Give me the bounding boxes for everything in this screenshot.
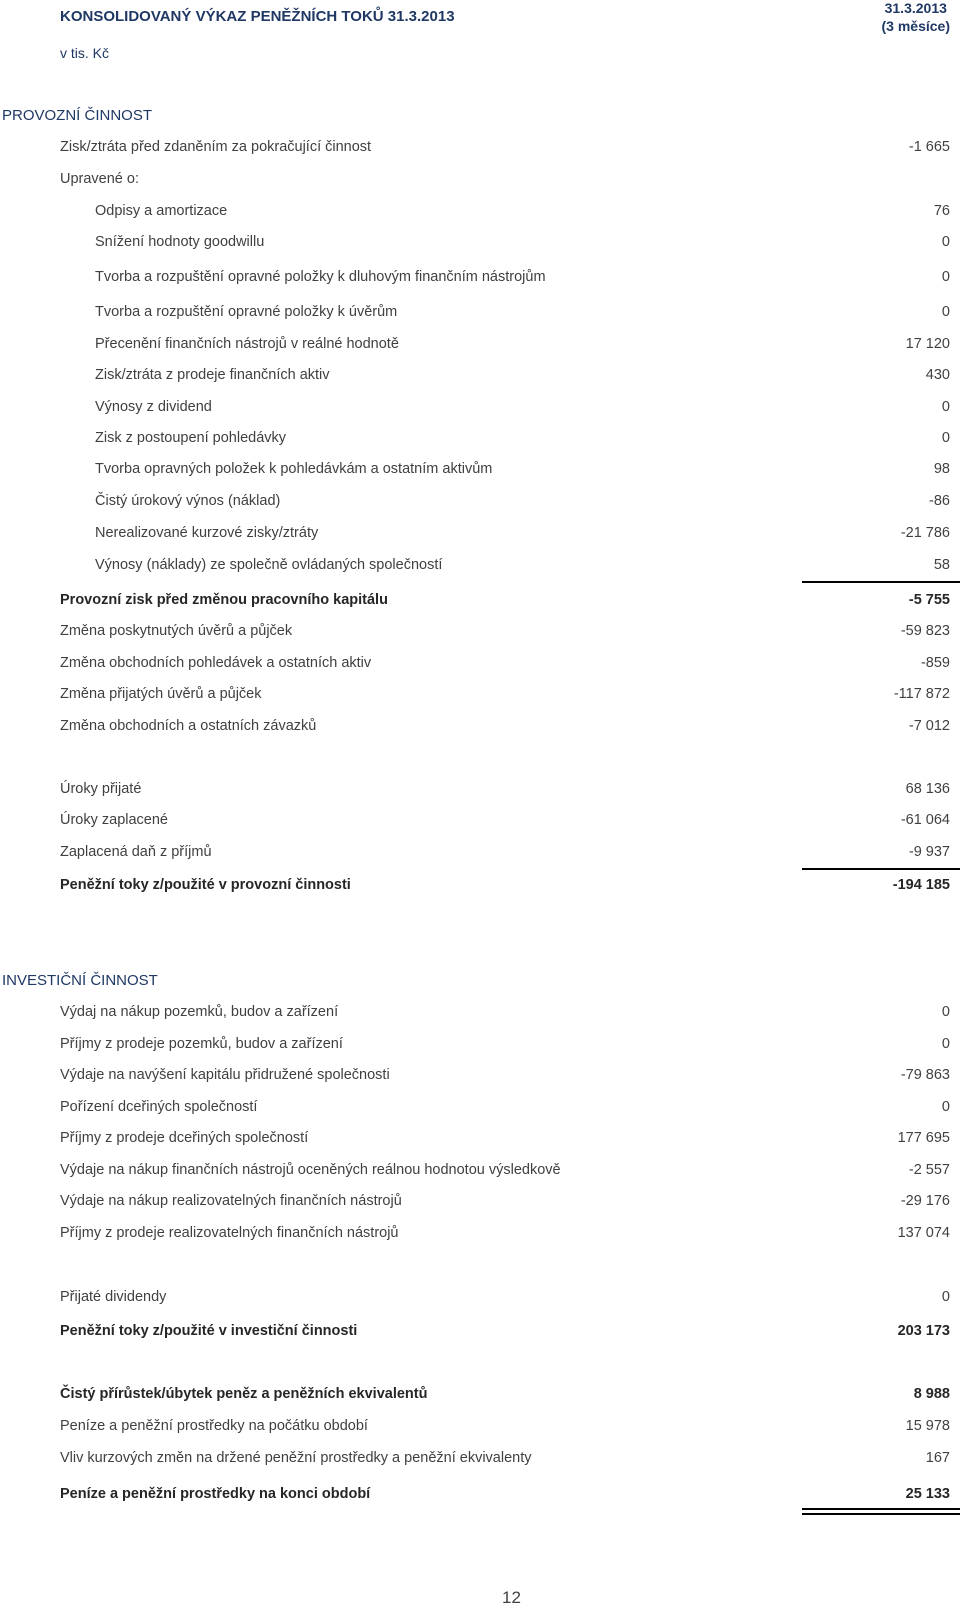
period-column-header (882, 0, 950, 34)
row-value: 0 (941, 1004, 950, 1020)
row-label: Výdaje na nákup finančních nástrojů oceněných reálnou hodnotou výsledkově (60, 1162, 561, 1178)
table-row (0, 336, 950, 360)
period-date: 31.3.2013 (884, 0, 947, 16)
row-value: 0 (941, 430, 950, 446)
row-label: Tvorba a rozpuštění opravné položky k dluhovým finančním nástrojům (95, 269, 546, 285)
row-value: 98 (933, 461, 950, 477)
row-label: Změna obchodních a ostatních závazků (60, 718, 317, 734)
table-row (0, 1225, 950, 1249)
row-value: 68 136 (905, 781, 950, 797)
table-row (0, 367, 950, 391)
table-row (0, 1418, 950, 1442)
row-value: -79 863 (900, 1067, 950, 1083)
row-value: -86 (929, 493, 950, 509)
table-row (0, 203, 950, 227)
row-label: Zisk/ztráta z prodeje finančních aktiv (95, 367, 330, 383)
row-label: Příjmy z prodeje pozemků, budov a zařízení (60, 1036, 343, 1052)
row-label: Změna obchodních pohledávek a ostatních aktiv (60, 655, 372, 671)
row-value: 25 133 (905, 1486, 950, 1502)
table-row (0, 139, 950, 163)
row-value: 17 120 (905, 336, 950, 352)
row-value: 0 (941, 269, 950, 285)
row-value: 76 (933, 203, 950, 219)
row-label: Příjmy z prodeje realizovatelných finančních nástrojů (60, 1225, 399, 1241)
row-value: 15 978 (905, 1418, 950, 1434)
row-value: 430 (925, 367, 950, 383)
grand-total-row (0, 1486, 950, 1510)
row-value: -194 185 (892, 877, 950, 893)
row-label: Výdaje na nákup realizovatelných finančních nástrojů (60, 1193, 402, 1209)
row-label: Upravené o: (60, 171, 139, 187)
row-value: -117 872 (893, 686, 950, 702)
row-label: Přijaté dividendy (60, 1289, 167, 1305)
row-value: -2 557 (908, 1162, 950, 1178)
row-label: Zisk z postoupení pohledávky (95, 430, 287, 446)
section-title-investing: INVESTIČNÍ ČINNOST (2, 972, 158, 989)
table-row (0, 1036, 950, 1060)
row-label: Nerealizované kurzové zisky/ztráty (95, 525, 319, 541)
row-value: -1 665 (908, 139, 950, 155)
row-label: Příjmy z prodeje dceřiných společností (60, 1130, 309, 1146)
row-label: Změna přijatých úvěrů a půjček (60, 686, 262, 702)
table-row (0, 399, 950, 423)
table-row (0, 1193, 950, 1217)
row-value: 58 (933, 557, 950, 573)
subtotal-rule (802, 868, 960, 870)
row-value: 137 074 (897, 1225, 950, 1241)
row-value: 0 (941, 1289, 950, 1305)
row-label: Odpisy a amortizace (95, 203, 228, 219)
row-value: 177 695 (897, 1130, 950, 1146)
table-row (0, 1450, 950, 1474)
row-label: Výnosy z dividend (95, 399, 212, 415)
row-label: Přecenění finančních nástrojů v reálné hodnotě (95, 336, 399, 352)
table-row (0, 655, 950, 679)
table-row (0, 1130, 950, 1154)
row-value: 0 (941, 234, 950, 250)
row-value: 0 (941, 1099, 950, 1115)
row-label: Úroky zaplacené (60, 812, 168, 828)
table-row (0, 1162, 950, 1186)
row-label: Zisk/ztráta před zdaněním za pokračující činnost (60, 139, 372, 155)
table-row (0, 718, 950, 742)
section-title-operating: PROVOZNÍ ČINNOST (2, 107, 153, 124)
row-label: Peněžní toky z/použité v provozní činnosti (60, 877, 351, 893)
table-row (0, 430, 950, 454)
table-row (0, 1289, 950, 1313)
total-row (0, 877, 950, 901)
table-row (0, 269, 950, 293)
table-row (0, 781, 950, 805)
total-row (0, 1323, 950, 1347)
row-label: Čistý přírůstek/úbytek peněz a peněžních ekvivalentů (60, 1386, 428, 1402)
row-label: Tvorba opravných položek k pohledávkám a ostatním aktivům (95, 461, 493, 477)
table-row (0, 1099, 950, 1123)
table-row (0, 844, 950, 868)
row-value: -29 176 (900, 1193, 950, 1209)
row-value: -9 937 (908, 844, 950, 860)
row-value: -61 064 (900, 812, 950, 828)
row-label: Tvorba a rozpuštění opravné položky k úvěrům (95, 304, 398, 320)
period-length: (3 měsíce) (881, 18, 950, 34)
row-label: Vliv kurzových změn na držené peněžní prostředky a peněžní ekvivalenty (60, 1450, 532, 1466)
table-row (0, 1004, 950, 1028)
row-value: 0 (941, 399, 950, 415)
table-row (0, 525, 950, 549)
subtotal-row (0, 592, 950, 616)
table-row (0, 171, 950, 195)
row-label: Pořízení dceřiných společností (60, 1099, 258, 1115)
page-number: 12 (502, 1588, 521, 1607)
table-row (0, 304, 950, 328)
row-label: Peníze a peněžní prostředky na konci období (60, 1486, 371, 1502)
table-row (0, 493, 950, 517)
row-label: Provozní zisk před změnou pracovního kapitálu (60, 592, 388, 608)
row-value: -7 012 (908, 718, 950, 734)
row-label: Peněžní toky z/použité v investiční činnosti (60, 1323, 358, 1339)
row-label: Změna poskytnutých úvěrů a půjček (60, 623, 293, 639)
report-title: KONSOLIDOVANÝ VÝKAZ PENĚŽNÍCH TOKŮ 31.3.2013 (60, 8, 455, 25)
row-value: -859 (920, 655, 950, 671)
row-value: -21 786 (900, 525, 950, 541)
subtotal-rule (802, 581, 960, 583)
currency-unit: v tis. Kč (60, 45, 110, 61)
table-row (0, 1067, 950, 1091)
row-label: Úroky přijaté (60, 781, 142, 797)
table-row (0, 557, 950, 581)
row-value: 0 (941, 1036, 950, 1052)
row-value: -59 823 (900, 623, 950, 639)
row-label: Čistý úrokový výnos (náklad) (95, 493, 281, 509)
row-label: Zaplacená daň z příjmů (60, 844, 212, 860)
table-row (0, 686, 950, 710)
grand-total-double-rule (802, 1508, 960, 1515)
row-label: Snížení hodnoty goodwillu (95, 234, 265, 250)
table-row (0, 623, 950, 647)
row-label: Výdaj na nákup pozemků, budov a zařízení (60, 1004, 339, 1020)
row-value: 8 988 (913, 1386, 950, 1402)
row-value: 0 (941, 304, 950, 320)
row-label: Výnosy (náklady) ze společně ovládaných společností (95, 557, 443, 573)
table-row (0, 461, 950, 485)
row-label: Výdaje na navýšení kapitálu přidružené společnosti (60, 1067, 390, 1083)
table-row (0, 234, 950, 258)
row-value: 167 (925, 1450, 950, 1466)
row-value: 203 173 (897, 1323, 950, 1339)
row-value: -5 755 (908, 592, 950, 608)
table-row (0, 812, 950, 836)
row-label: Peníze a peněžní prostředky na počátku období (60, 1418, 368, 1434)
total-row (0, 1386, 950, 1410)
